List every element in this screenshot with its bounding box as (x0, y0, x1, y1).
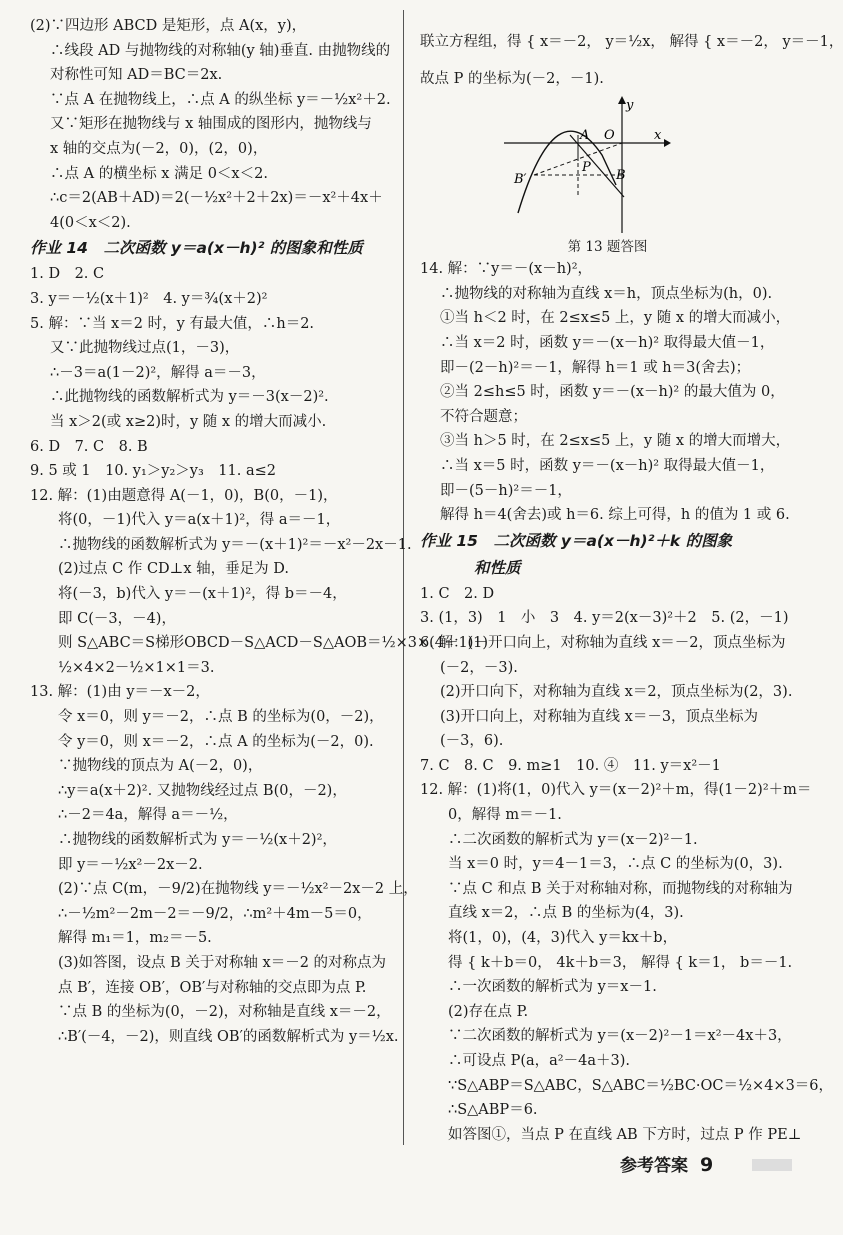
text-line: ∴二次函数的解析式为 y＝(x－2)²－1. (448, 831, 698, 848)
text-line: 4(0＜x＜2). (50, 214, 131, 231)
text-line: 故点 P 的坐标为(－2，－1). (420, 70, 604, 87)
label-o: O (604, 128, 615, 144)
x-axis-arrow (664, 139, 671, 147)
text-line: 则 S△ABC＝S梯形OBCD－S△ACD－S△AOB＝½×3×(4＋1)－ (58, 635, 488, 652)
text-line: 将(1，0)，(4，3)代入 y＝kx＋b， (448, 930, 678, 947)
text-line: ∴当 x＝5 时，函数 y＝－(x－h)² 取得最大值－1， (440, 457, 775, 474)
text-line: 得 { k＋b＝0， 4k＋b＝3， 解得 { k＝1， b＝－1. (448, 954, 793, 971)
label-p: P (582, 160, 591, 176)
answer-line: 9. 5 或 1 10. y₁＞y₂＞y₃ 11. a≤2 (30, 463, 276, 480)
text-line: 解得 m₁＝1，m₂＝－5. (58, 930, 212, 947)
answer-line: 12. 解：(1)由题意得 A(－1，0)，B(0，－1)， (30, 487, 338, 504)
text-line: ∴当 x＝2 时，函数 y＝－(x－h)² 取得最大值－1， (440, 334, 775, 351)
answer-line: 7. C 8. C 9. m≥1 10. ④ 11. y＝x²－1 (420, 757, 721, 774)
answer-line: 1. C 2. D (420, 585, 495, 602)
text-line: ∴－½m²－2m－2＝－9/2，∴m²＋4m－5＝0， (58, 905, 372, 922)
text-line: 0，解得 m＝－1. (448, 807, 562, 824)
text-line: ∴可设点 P(a，a²－4a＋3). (448, 1053, 630, 1069)
text-line: 当 x＞2(或 x≥2)时，y 随 x 的增大而减小. (50, 413, 327, 430)
label-b-prime: B′ (514, 172, 527, 188)
text-line: (2)过点 C 作 CD⊥x 轴，垂足为 D. (58, 561, 289, 578)
text-line: 令 x＝0，则 y＝－2，∴点 B 的坐标为(0，－2)， (58, 709, 384, 726)
text-line: ∴y＝a(x＋2)². 又抛物线经过点 B(0，－2)， (58, 782, 347, 799)
text-line: 令 y＝0，则 x＝－2，∴点 A 的坐标为(－2，0). (58, 733, 374, 750)
text-line: ②当 2≤h≤5 时，函数 y＝－(x－h)² 的最大值为 0， (440, 384, 785, 401)
text-line: ∵二次函数的解析式为 y＝(x－2)²－1＝x²－4x＋3， (448, 1028, 792, 1045)
answer-line: 12. 解：(1)将(1，0)代入 y＝(x－2)²＋m，得(1－2)²＋m＝ (420, 782, 812, 799)
text-line: ∴c＝2(AB＋AD)＝2(－½x²＋2＋2x)＝－x²＋4x＋ (50, 190, 383, 207)
answer-line: 6. 解：(1)开口向上，对称轴为直线 x＝－2，顶点坐标为 (420, 634, 786, 651)
answer-line: 13. 解：(1)由 y＝－x－2， (30, 684, 210, 701)
text-line: ∴此抛物线的函数解析式为 y＝－3(x－2)². (50, 389, 329, 406)
text-line: (2)∵四边形 ABCD 是矩形，点 A(x，y)， (30, 18, 307, 34)
text-line: 即 C(－3，－4)， (58, 610, 176, 627)
text-line: 即 y＝－½x²－2x－2. (58, 856, 203, 873)
text-line: 对称性可知 AD＝BC＝2x. (50, 67, 223, 84)
section-heading: 作业 14 二次函数 y＝a(x－h)² 的图象和性质 (30, 239, 363, 258)
text-line: ∴抛物线的函数解析式为 y＝－(x＋1)²＝－x²－2x－1. (58, 536, 412, 553)
text-line: 当 x＝0 时，y＝4－1＝3，∴点 C 的坐标为(0，3). (448, 856, 783, 873)
y-axis-arrow (618, 96, 626, 104)
text-line: ③当 h＞5 时，在 2≤x≤5 上，y 随 x 的增大而增大， (440, 433, 791, 450)
label-y: y (626, 98, 634, 114)
text-line: 又∵此抛物线过点(1，－3)， (50, 340, 240, 357)
text-line: (－2，－3). (440, 659, 518, 676)
text-line: 又∵矩形在抛物线与 x 轴围成的图形内，抛物线与 (50, 116, 372, 133)
text-line: (2)∵点 C(m，－9/2)在抛物线 y＝－½x²－2x－2 上， (58, 881, 418, 898)
text-line: ∵点 C 和点 B 关于对称轴对称，而抛物线的对称轴为 (448, 880, 793, 897)
text-line: 如答图①，当点 P 在直线 AB 下方时，过点 P 作 PE⊥ (448, 1126, 802, 1143)
text-line: 不符合题意； (440, 408, 527, 425)
text-line: 直线 x＝2，∴点 B 的坐标为(4，3). (448, 905, 684, 922)
text-line: ∴抛物线的函数解析式为 y＝－½(x＋2)²， (58, 832, 337, 848)
text-line: ∴－3＝a(1－2)²，解得 a＝－3， (50, 364, 266, 381)
text-line: 将(0，－1)代入 y＝a(x＋1)²，得 a＝－1， (58, 512, 341, 529)
text-line: (3)如答图，设点 B 关于对称轴 x＝－2 的对称点为 (58, 954, 387, 971)
text-line: ∴B′(－4，－2)，则直线 OB′的函数解析式为 y＝½x. (58, 1028, 399, 1045)
section-heading-cont: 和性质 (474, 558, 521, 577)
text-line: 即－(5－h)²＝－1， (440, 482, 572, 499)
text-line: (3)开口向上，对称轴为直线 x＝－3，顶点坐标为 (440, 708, 759, 725)
text-line: ①当 h＜2 时，在 2≤x≤5 上，y 随 x 的增大而减小， (440, 310, 791, 327)
label-a: A (580, 128, 590, 144)
page-footer (620, 1150, 790, 1180)
label-x: x (654, 128, 662, 144)
page-number: 9 (700, 1154, 714, 1176)
text-line: 点 B′，连接 OB′，OB′与对称轴的交点即为点 P. (58, 979, 367, 996)
text-line: ∴抛物线的对称轴为直线 x＝h，顶点坐标为(h，0). (440, 285, 773, 302)
answer-line: 3. (1，3) 1 小 3 4. y＝2(x－3)²＋2 5. (2，－1) (420, 610, 789, 627)
column-divider (403, 10, 404, 1145)
text-line: ∴一次函数的解析式为 y＝x－1. (448, 979, 657, 996)
text-line: 解得 h＝4(舍去)或 h＝6. 综上可得，h 的值为 1 或 6. (440, 507, 790, 524)
text-line: ∴点 A 的横坐标 x 满足 0＜x＜2. (50, 165, 268, 182)
text-line: ∴S△ABP＝6. (448, 1102, 538, 1119)
figure-13 (420, 95, 775, 235)
answer-line: 14. 解：∵y＝－(x－h)²， (420, 261, 593, 278)
text-line: ∴－2＝4a，解得 a＝－½， (58, 807, 238, 824)
figure-caption: 第 13 题答图 (567, 239, 648, 256)
footer-label: 参考答案 (620, 1156, 688, 1176)
section-heading: 作业 15 二次函数 y＝a(x－h)²＋k 的图象 (420, 531, 733, 550)
text-line: (2)开口向下，对称轴为直线 x＝2，顶点坐标为(2，3). (440, 684, 793, 701)
text-line: 将(－3，b)代入 y＝－(x＋1)²，得 b＝－4， (58, 586, 347, 603)
text-line: ∴线段 AD 与抛物线的对称轴(y 轴)垂直. 由抛物线的 (50, 42, 391, 59)
label-b: B (616, 168, 626, 184)
text-line: (2)存在点 P. (448, 1003, 529, 1020)
text-line: 联立方程组，得 { x＝－2， y＝½x， 解得 { x＝－2， y＝－1， (420, 34, 843, 50)
text-line: ½×4×2－½×1×1＝3. (58, 659, 215, 676)
text-line: (－3，6). (440, 733, 504, 750)
answer-line: 5. 解：∵当 x＝2 时，y 有最大值，∴h＝2. (30, 315, 315, 332)
text-line: x 轴的交点为(－2，0)，(2，0)， (50, 140, 268, 157)
parabola-diagram (504, 95, 674, 235)
answer-line: 6. D 7. C 8. B (30, 438, 148, 455)
text-line: ∵点 A 在抛物线上，∴点 A 的纵坐标 y＝－½x²＋2. (50, 91, 391, 108)
text-line: ∵点 B 的坐标为(0，－2)，对称轴是直线 x＝－2， (58, 1004, 391, 1021)
text-line: ∵S△ABP＝S△ABC，S△ABC＝½BC·OC＝½×4×3＝6， (448, 1077, 834, 1094)
answer-line: 3. y＝－½(x＋1)² 4. y＝¾(x＋2)² (30, 290, 268, 307)
right-column (420, 14, 843, 1147)
footer-decoration (752, 1159, 792, 1171)
answer-line: 1. D 2. C (30, 266, 105, 283)
text-line: ∵抛物线的顶点为 A(－2，0)， (58, 758, 263, 775)
text-line: 即－(2－h)²＝－1，解得 h＝1 或 h＝3(舍去)； (440, 359, 751, 376)
